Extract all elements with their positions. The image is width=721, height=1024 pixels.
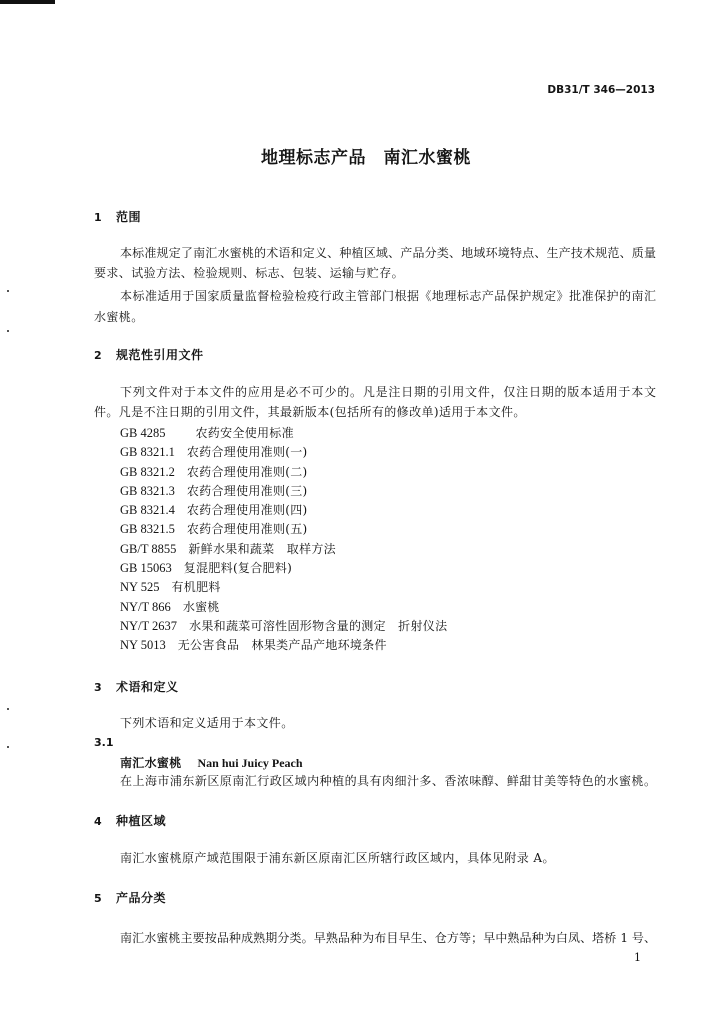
paragraph-line: 本标准规定了南汇水蜜桃的术语和定义、种植区域、产品分类、地域环境特点、生产技术规范、质量 (120, 246, 656, 260)
reference-item (120, 598, 656, 617)
reference-item (120, 520, 656, 539)
section-number: 3 (94, 681, 102, 694)
clause-number: 3.1 (94, 736, 114, 749)
paragraph-line: 南汇水蜜桃主要按品种成熟期分类。早熟品种为布目早生、仓方等；早中熟品种为白凤、塔桥 1 号、 (120, 931, 656, 945)
section-heading-planting-area (94, 810, 166, 832)
section-number: 4 (94, 815, 102, 828)
reference-item (120, 501, 656, 520)
section-title: 范围 (116, 210, 142, 224)
term-entry (120, 752, 303, 773)
reference-item (120, 424, 656, 443)
section-title: 规范性引用文件 (116, 348, 204, 362)
reference-list (120, 424, 656, 656)
term-definition: 在上海市浦东新区原南汇行政区域内种植的具有肉细汁多、香浓味醇、鲜甜甘美等特色的水蜜桃。 (120, 774, 656, 788)
section-number: 5 (94, 892, 102, 905)
section-heading-normative-references (94, 344, 204, 366)
paragraph-line: 水蜜桃。 (94, 310, 144, 324)
reference-item (120, 617, 656, 636)
reference-code: GB 8321.1 (120, 445, 175, 460)
section-heading-terms-definitions (94, 676, 179, 698)
section-number: 2 (94, 349, 102, 362)
reference-title: 水蜜桃 (182, 599, 220, 614)
reference-title: 水果和蔬菜可溶性固形物含量的测定 折射仪法 (189, 618, 448, 633)
reference-code: NY/T 2637 (120, 618, 178, 633)
reference-item (120, 482, 656, 501)
reference-title: 复混肥料(复合肥料) (183, 561, 293, 576)
section-heading-product-classification (94, 887, 166, 909)
reference-code: NY 525 (120, 580, 160, 595)
paragraph-line: 南汇水蜜桃原产域范围限于浦东新区原南汇区所辖行政区域内，具体见附录 A。 (120, 851, 555, 865)
reference-code: GB 8321.2 (120, 464, 175, 479)
reference-code: GB 15063 (120, 561, 172, 576)
scan-edge-mark (0, 0, 55, 4)
reference-code: NY/T 866 (120, 599, 171, 614)
scan-speck (7, 290, 9, 292)
reference-item (120, 559, 656, 578)
paragraph-line: 要求、试验方法、检验规则、标志、包装、运输与贮存。 (94, 266, 405, 280)
reference-title: 农药合理使用准则(二) (186, 464, 308, 479)
reference-title: 新鲜水果和蔬菜 取样方法 (188, 541, 336, 556)
reference-item (120, 540, 656, 559)
scan-speck (7, 708, 9, 710)
reference-item (120, 463, 656, 482)
reference-title: 农药合理使用准则(三) (186, 483, 308, 498)
paragraph-line: 下列术语和定义适用于本文件。 (120, 716, 294, 730)
reference-title: 农药合理使用准则(一) (186, 445, 308, 460)
reference-title: 农药合理使用准则(五) (186, 522, 308, 537)
reference-code: GB 8321.3 (120, 483, 175, 498)
section-heading-scope (94, 206, 141, 228)
section-number: 1 (94, 211, 102, 224)
reference-title: 有机肥料 (171, 580, 221, 595)
reference-title: 农药合理使用准则(四) (186, 503, 308, 518)
term-name-english: Nan hui Juicy Peach (197, 756, 303, 770)
reference-item (120, 636, 656, 655)
reference-code: GB 8321.5 (120, 522, 175, 537)
reference-code: GB 8321.4 (120, 503, 175, 518)
section-title: 产品分类 (116, 891, 167, 905)
reference-title: 农药安全使用标准 (195, 426, 294, 440)
document-title: 地理标志产品 南汇水蜜桃 (261, 148, 471, 168)
section-title: 术语和定义 (116, 680, 179, 694)
reference-code: NY 5013 (120, 638, 166, 653)
standard-code-header: DB31/T 346—2013 (547, 84, 655, 96)
reference-item (120, 443, 656, 462)
term-name-chinese: 南汇水蜜桃 (120, 756, 182, 770)
reference-code: GB 4285 (120, 426, 166, 440)
page-number: 1 (634, 951, 641, 964)
reference-code: GB/T 8855 (120, 541, 177, 556)
scan-speck (7, 330, 9, 332)
paragraph-line: 件。凡是不注日期的引用文件，其最新版本(包括所有的修改单)适用于本文件。 (94, 405, 526, 419)
scan-speck (7, 746, 9, 748)
paragraph-line: 本标准适用于国家质量监督检验检疫行政主管部门根据《地理标志产品保护规定》批准保护的南汇 (120, 289, 656, 303)
reference-item (120, 578, 656, 597)
paragraph-line: 下列文件对于本文件的应用是必不可少的。凡是注日期的引用文件，仅注日期的版本适用于本文 (120, 385, 656, 399)
reference-title: 无公害食品 林果类产品产地环境条件 (177, 638, 387, 653)
section-title: 种植区域 (116, 814, 167, 828)
